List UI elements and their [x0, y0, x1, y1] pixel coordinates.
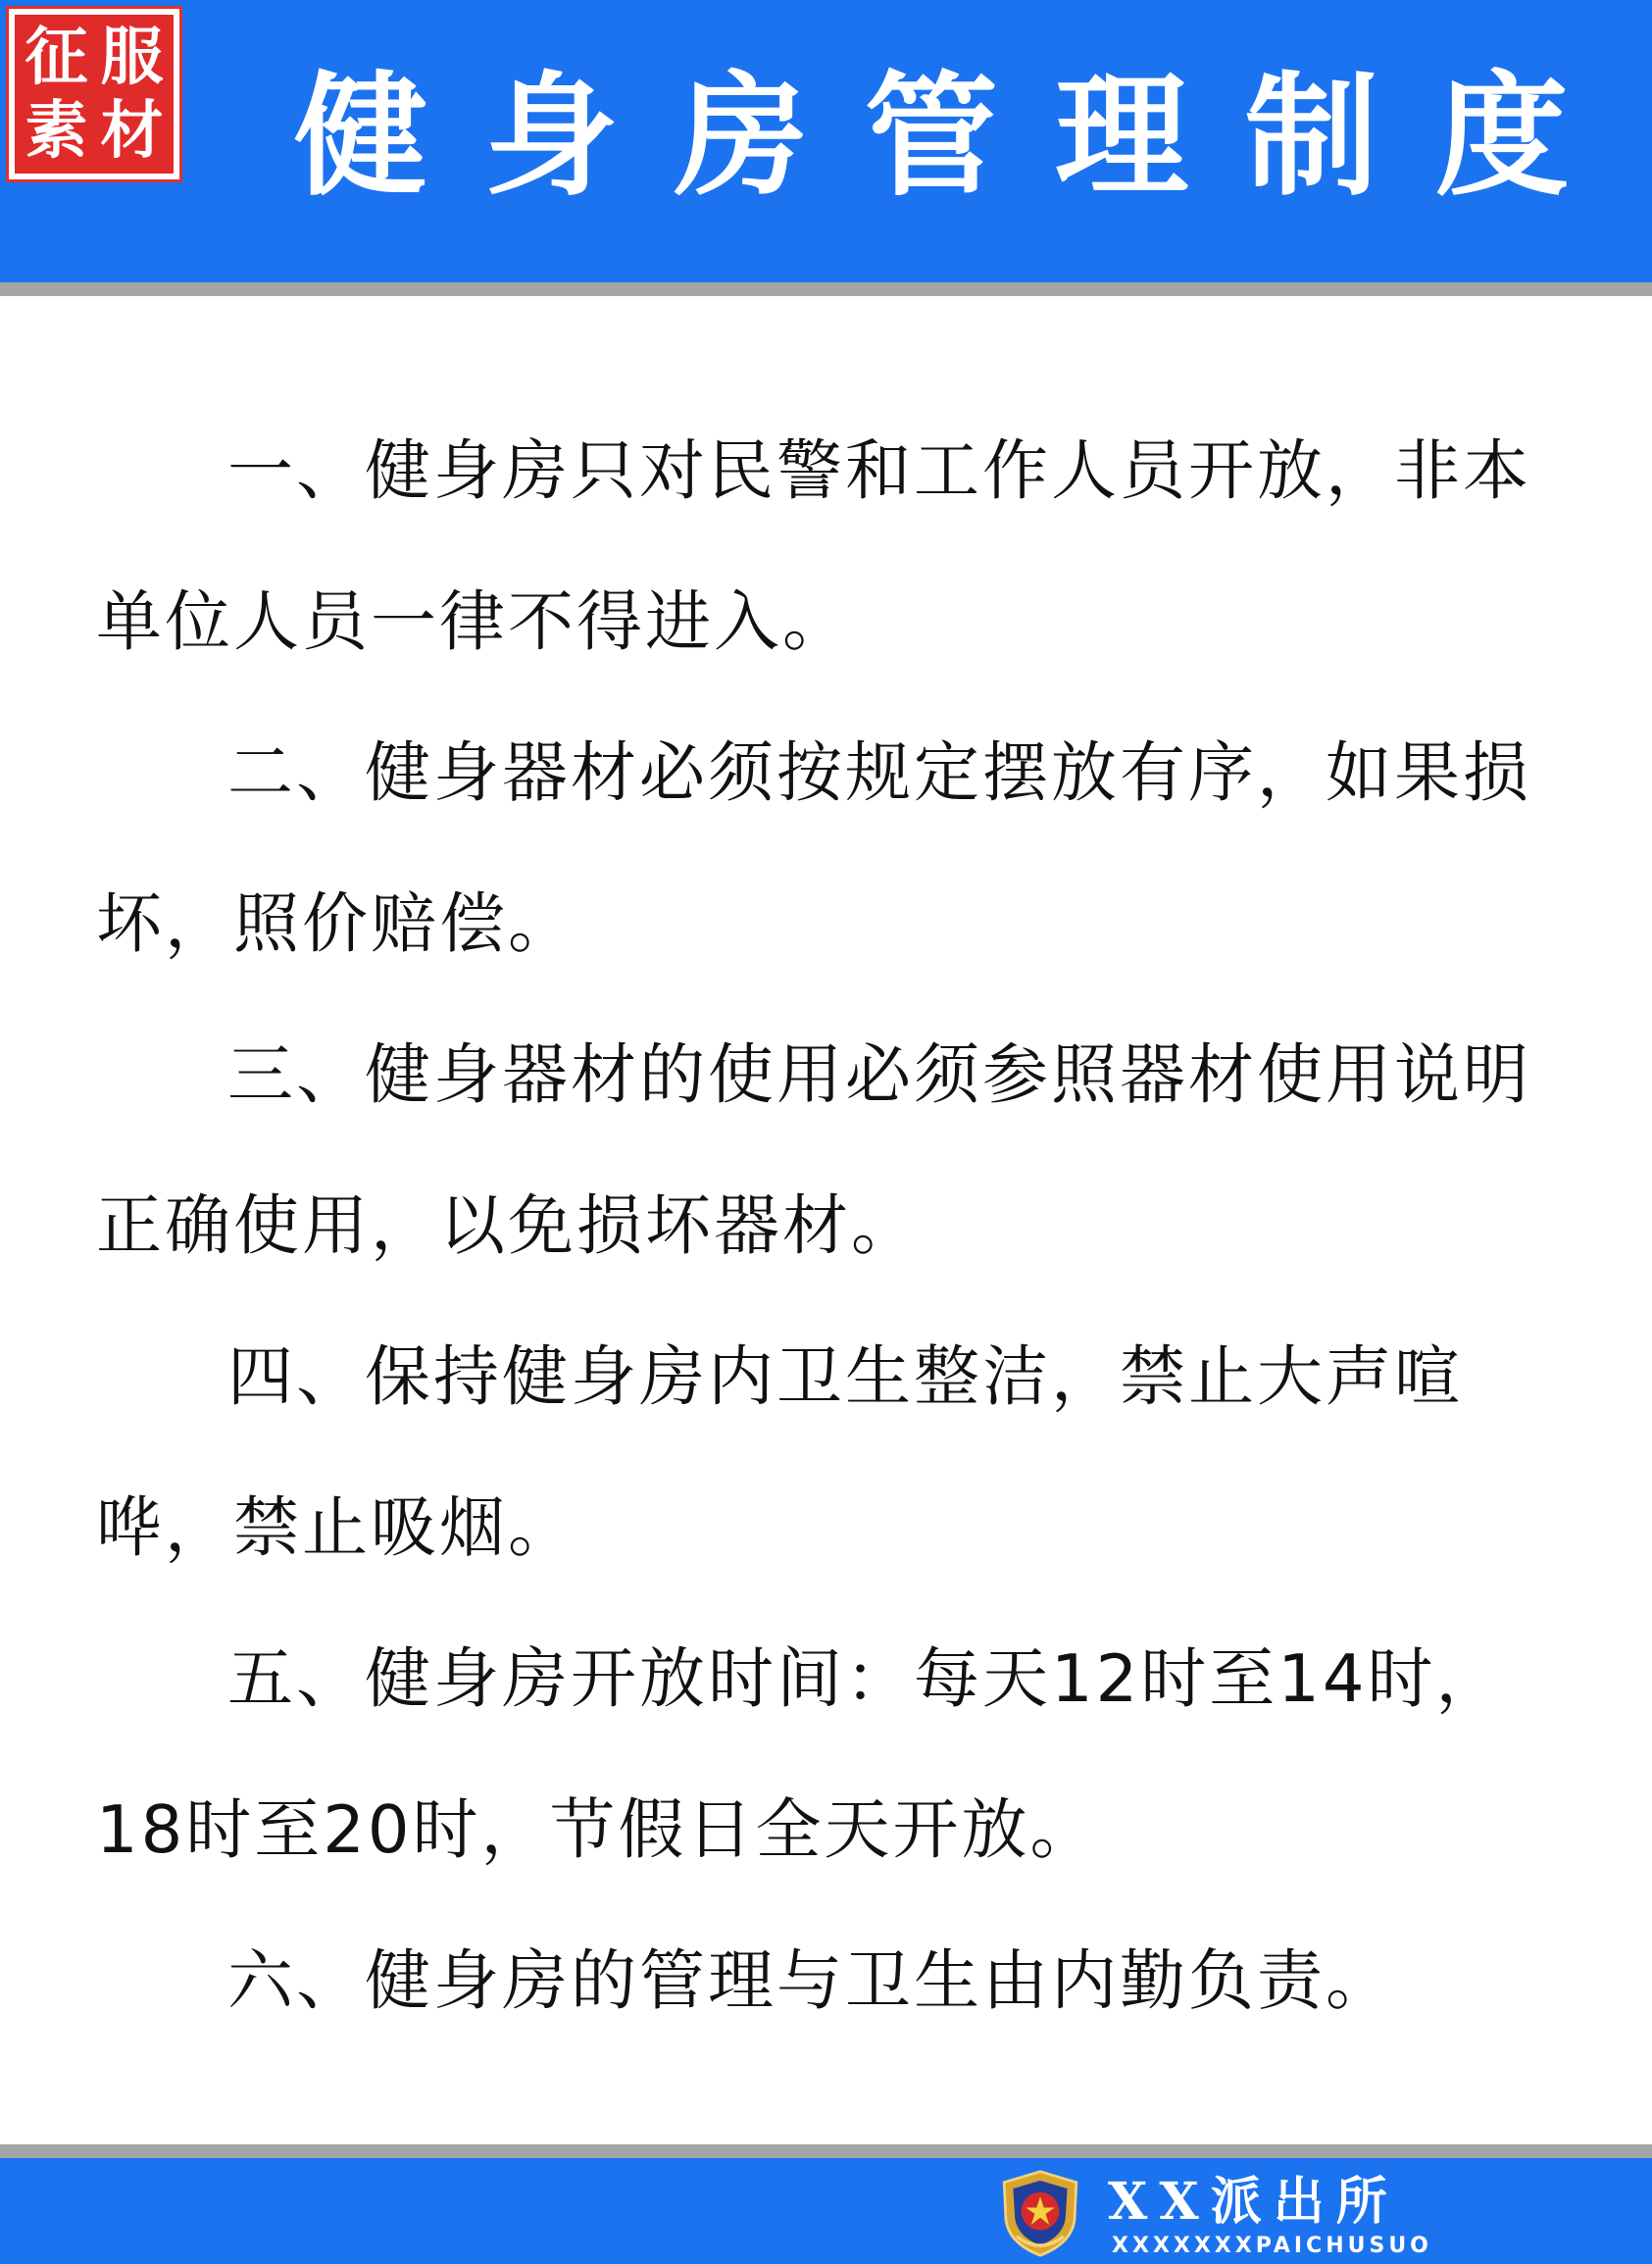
watermark-char: 服: [100, 21, 164, 94]
rules-list: [96, 395, 1562, 2056]
watermark-logo: [6, 6, 182, 182]
watermark-char: 素: [25, 94, 88, 168]
rule-item: 六、健身房的管理与卫生由内勤负责。: [227, 1942, 1394, 2019]
police-emblem-icon: [995, 2168, 1085, 2258]
watermark-char: 征: [25, 21, 88, 94]
page-title: 健身房管理制度: [294, 60, 1626, 215]
rule-item: 二、健身器材必须按规定摆放有序，如果损坏，照价赔偿。: [96, 734, 1531, 962]
rule-item: 一、健身房只对民警和工作人员开放，非本单位人员一律不得进入。: [96, 432, 1531, 660]
station-name: XX派出所: [1108, 2172, 1399, 2232]
rule-item: 五、健身房开放时间：每天12时至14时，18时至20时，节假日全天开放。: [96, 1640, 1505, 1868]
header-divider: [0, 282, 1652, 296]
rule-item: 三、健身器材的使用必须参照器材使用说明正确使用，以免损坏器材。: [96, 1036, 1531, 1264]
rule-item: 四、保持健身房内卫生整洁，禁止大声喧哗，禁止吸烟。: [96, 1338, 1463, 1566]
station-pinyin: XXXXXXXPAICHUSUO: [1112, 2234, 1432, 2258]
watermark-char: 材: [100, 94, 164, 168]
footer-divider: [0, 2144, 1652, 2158]
